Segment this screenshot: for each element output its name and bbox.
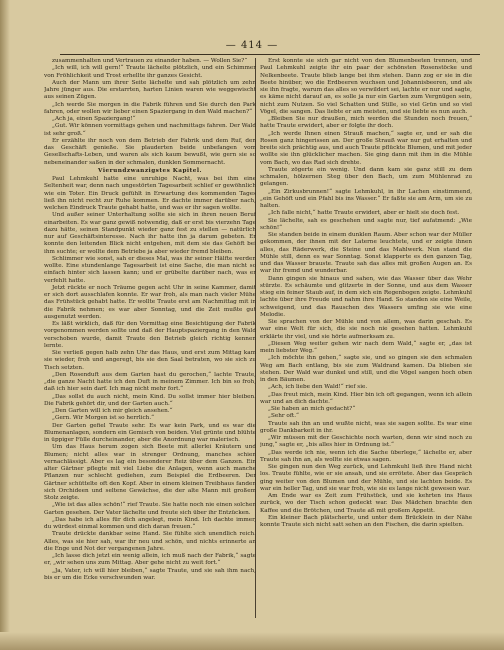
paragraph: „Das sollst du auch nicht, mein Kind. Du sollst immer hier bleiben. Die Fabrik gehört dir, und der Garten auch.“ [44,393,256,407]
paragraph: „Ich möchte ihn gehen,“ sagte sie, und so gingen sie den schmalen Weg am Bach entlang, bis sie zum Waldrand kamen. Da blieben sie stehen. Der Wald war dunkel und still, und die Vögel sangen hoch oben in den Bäumen. [260,355,472,383]
paragraph: „Ja, Vater, ich will hier bleiben,“ sagte Traute, und sie sah ihm nach, bis er um die Ecke verschwunden war. [44,567,256,581]
paragraph: „Ich lasse dich jetzt ein wenig allein, ich muß nach der Fabrik,“ sagte er, „wir sehen uns zum Mittag. Aber gehe nicht zu weit fort.“ [44,553,256,567]
paragraph: „Das werde ich nie, wenn ich die Sache überlege,“ lächelte er, aber Traute sah ihn an, als wollte sie etwas sagen. [260,449,472,463]
left-column [44,58,256,618]
right-column [260,58,472,618]
paragraph: Sie verließ gegen halb zehn Uhr das Haus, und erst zum Mittag kam sie wieder, froh und angeregt, bis sie den Saal betraten, wo sie sich zu Tisch setzten. [44,350,256,371]
paragraph: Am Ende war es Zeit zum Frühstück, und sie kehrten ins Haus zurück, wo der Tisch schon gedeckt war. Das Mädchen brachte den Kaffee und die Brötchen, und Traute aß mit großem Appetit. [260,493,472,514]
paragraph: „Ach, ich liebe den Wald!“ rief sie. [268,384,368,391]
paragraph: „Das habe ich alles für dich angelegt, mein Kind. Ich dachte immer, du würdest einmal kommen und dich daran freuen.“ [44,516,256,530]
paragraph: Um das Haus herum zogen sich Beete mit allerlei Kräutern und Blumen; nicht alles war in strenger Ordnung, manches schien vernachlässigt. Aber es lag ein besonderer Reiz über dem Ganzen. Ein alter Gärtner pflegte mit viel Liebe die Anlagen, wenn auch manche Pflanzen nur schlecht gediehen, zum Beispiel die Erdbeeren. Der Gärtner schüttelte oft den Kopf. Aber in einem kleinen Treibhaus fanden sich Orchideen und seltene Gewächse, die der alte Mann mit großem Stolz zeigte. [44,444,256,501]
page-bottom-shadow [0,632,504,650]
paragraph: „Ich will, ich will gern!“ Traute lächelte plötzlich, und ein Schimmer von Fröhlichkeit und Trost erhellte ihr ganzes Gesicht. [44,65,256,79]
paragraph: Auch der Mann um ihrer Seite lächelte und sah plötzlich um zehn Jahre jünger aus. Die erstarrten, harten Linien waren wie weggewischt aus seinen Zügen. [44,79,256,101]
paragraph: „Wir müssen mit der Geschichte noch warten, denn wir sind noch zu jung,“ sagte er, „bis alles hier in Ordnung ist.“ [260,435,472,449]
paragraph: zusammenhalten und Vertrauen zu einander haben. — Wollen Sie?“ [52,58,248,64]
paragraph: Ein kleiner Bach plätscherte, und unter dem Brücklein in der Nähe konnte Traute sich nicht satt sehen an den Fischen, die darin spielten. [260,514,472,528]
paragraph: „Gern. Wir Morgen ist so herrlich.“ [52,415,155,422]
paragraph: „Diesen Weg weiter gehen wir nach dem Wald,“ sagte er, „das ist mein liebster Weg.“ [260,340,472,354]
paragraph: Er erzählte ihr noch von dem Betrieb der Fabrik und dem Ruf, den das Geschäft genieße. Sie plauderten beide unbefangen vom Gesellschafts-Leben, und waren als sich kaum bewußt, wie gern sie so nebeneinander saßen in der schmalen, dunklen Sommernacht. [44,137,256,166]
paragraph: „Ach ja, einen Spaziergang!“ [52,116,136,122]
page-gutter-shadow [0,0,10,650]
page-number: — 414 — [225,40,279,51]
paragraph: „Gut. Wir können vormittags gehen und nachmittags fahren. Der Wald ist sehr groß.“ [44,123,256,137]
paragraph: „Ein Zirkusbrunnen!“ sagte Lehmkuhl, in ihr Lachen einstimmend, „ein Gehöft und ein Pfahl bis ins Wasser.“ Er faßte sie am Arm, um sie zu halten. [260,188,472,209]
paragraph: „Den Garten will ich mir gleich ansehen.“ [52,408,173,414]
chapter-heading: Vierundzwanzigstes Kapitel. [98,167,202,174]
paragraph: „Ich falle nicht,“ hatte Traute erwidert, aber er hielt sie doch fest. [268,210,460,217]
paragraph: Schlimmer wie sonst, sah er dieses Mal, was ihr seiner Hälfte werden wollte. Eine stundenlange Tagesarbeit ist eine Sache, die man nicht so einfach hinter sich lassen kann; und er grübelte darüber nach, was er verfehlt hatte. [44,255,256,284]
paragraph: „Wie ist das alles schön!“ rief Traute. Sie hatte noch nie einen solchen Garten gesehen. Der Vater lächelte und freute sich über ihr Entzücken. [44,502,256,516]
paragraph: „Den Rosenduft aus dem Garten hast du gerochen,“ lachte Traute, „die ganze Nacht hatte ich den Duft in meinem Zimmer. Ich bin so froh, daß ich hier sein darf. Ich mag nicht mehr fort.“ [44,371,256,393]
paragraph: Jetzt rückte er noch Träume gegen acht Uhr in seine Kammer, damit er sich dort ausschlafen konnte. Er war froh, als man nach vieler Mühe das Frühstück gehabt hatte. Er wollte Traute erst am Nachmittag mit in die Fabrik nehmen; es war aber Sonntag, und die Zeit mußte gut ausgenutzt werden. [44,284,256,320]
paragraph: Erst konnte sie sich gar nicht von den Blumenbeeten trennen, und Paul Lehmkuhl zeigte ihr ein paar der schönsten Rosenstöcke und Nelkenbeete. Traute blieb lange bei ihm stehen. Dann zog er sie in die Beete hinüber, wo die Erdbeeren wuchsen und Johannisbeeren, und als sie ihn fragte, warum das alles so verwildert sei, lachte er nur und sagte, es käme nicht darauf an, es solle ja nur ein Garten zum Vergnügen sein, nicht zum Nutzen. So viel Schatten und Stille, so viel Grün und so viel Vögel, die sangen. Das liebte er am meisten, und sie liebte es nun auch. [260,58,472,115]
paragraph: „Bleiben Sie nur draußen, mich werden die Stunden noch freuen,“ hatte Traute erwidert, aber er folgte ihr doch. [260,116,472,130]
paragraph: Traute drückte dankbar seine Hand. Sie fühlte sich unendlich reich. Alles, was sie hier sah, war ihr neu und schön, und nichts erinnerte an die Enge und Not der vergangenen Jahre. [44,531,256,552]
paragraph: Sie lächelte, sah es geschehen und sagte nur, tief aufatmend: „Wie schön!“ [260,217,472,231]
paragraph: Sie standen beide in einem dunklen Raum. Aber schon war der Müller gekommen, der ihnen mit der Laterne leuchtete, und er zeigte ihnen alles, das Räderwerk, die Steine und das Mahlwerk. Nun stand die Mühle still, denn es war Sonntag. Sonst klapperte es den ganzen Tag, und das Wasser brauste. Traute sah das alles mit großen Augen an. Es war ihr fremd und wunderbar. [260,232,472,275]
paragraph: Und außer seiner Unterhaltung sollte sie sich in ihren neuen Beruf einarbeiten. Es war ganz gewiß notwendig, daß er erst bis vierzehn Tage dazu hätte, seinen Standpunkt wieder ganz fest zu stellen — natürlich nur auf Geschäftsinteresse. Nach ihr hatte ihn ja darum gebeten. Er konnte den leitenden Blick nicht entgehen, mit dem sie das Gehöft bei ihm suchte; er wollte dem Betriebe ja aber wieder fremd bleiben. [44,212,256,255]
paragraph: Der Garten gefiel Traute sehr. Es war kein Park, und es war die Blumenanlagen, sondern ein Gemisch von beiden. Viel grünte und blühte in üppiger Fülle durcheinander, aber die Anordnung war malerisch. [44,422,256,443]
paragraph: „Sie haben an mich gedacht?“ [268,406,356,412]
paragraph: Es läßt wirklich, daß für den Vormittag eine Besichtigung der Fabrik vorgenommen werden sollte und daß der Hauptspaziergang in den Wald verschoben wurde, damit Traute den Betrieb gleich richtig kennen lernte. [44,321,256,349]
paragraph: „Ich werde Sie morgen in die Fabrik führen und Sie durch den Park fahren, oder wollen wir lieber einen Spaziergang in den Wald machen?“ [44,101,256,115]
paragraph: „Ich werde Ihnen einen Strauß machen,“ sagte er, und er sah die Rosen ganz hingerissen an. Der große Strauß war nur gut erhalten und breite sich prächtig aus, und auch Traute pflückte Blumen, und mit jeder wollte sie ihn glücklicher machen. Sie ging dann mit ihm in die Mühle vom Bach, wo das Rad sich drehte. [260,130,472,166]
paragraph: Dann gingen sie hinaus und sahen, wie das Wasser über das Wehr stürzte. Es schäumte und glitzerte in der Sonne, und aus dem Wasser stieg ein feiner Staub auf, in dem sich ein Regenbogen zeigte. Lehmkuhl lachte über ihre Freude und nahm ihre Hand. So standen sie eine Weile, schweigend, und das Rauschen des Wassers umfing sie wie eine Melodie. [260,275,472,318]
paragraph: Paul Lehmkuhl hatte eine unruhige Nacht, was bei ihm eine Seltenheit war, denn nach ungestörten Tagesarbeit schlief er gewöhnlich wie ein Toter. Ein Druck gefühlt in Erwartung des kommenden Tages ließ ihn nicht recht zur Ruhe kommen. Er dachte immer darüber nach, welchen Eindruck Traute gehabt hatte, und was er ihr sagen wollte. [44,176,256,211]
paragraph: Sie gingen nun den Weg zurück, und Lehmkuhl ließ ihre Hand nicht los. Traute fühlte, wie er sie ansah, und sie errötete. Aber das Gespräch ging weiter von den Blumen und der Mühle, und sie lachten beide. Es war ein heller Tag, und sie war froh, wie sie es lange nicht gewesen war. [260,464,472,492]
paragraph: Traute zögerte ein wenig. Und dann kam sie ganz still zu dem schmalen, hölzernen Steg über den Bach, um zum Mühlenrad zu gelangen. [260,166,472,188]
header-rule [60,54,480,55]
paragraph: „Das freut mich, mein Kind. Hier bin ich oft gegangen, wenn ich allein war und an dich dachte.“ [260,391,472,405]
paragraph: Sie sprachen von der Mühle und von allem, was darin geschah. Es war eine Welt für sich, die sie noch nie gesehen hatten. Lehmkuhl erklärte ihr viel, und sie hörte aufmerksam zu. [260,319,472,340]
paragraph: „Sehr oft.“ [268,413,299,420]
paragraph: Traute sah ihn an und wußte nicht, was sie sagen sollte. Es war eine große Dankbarkeit in ihr. [260,420,472,434]
